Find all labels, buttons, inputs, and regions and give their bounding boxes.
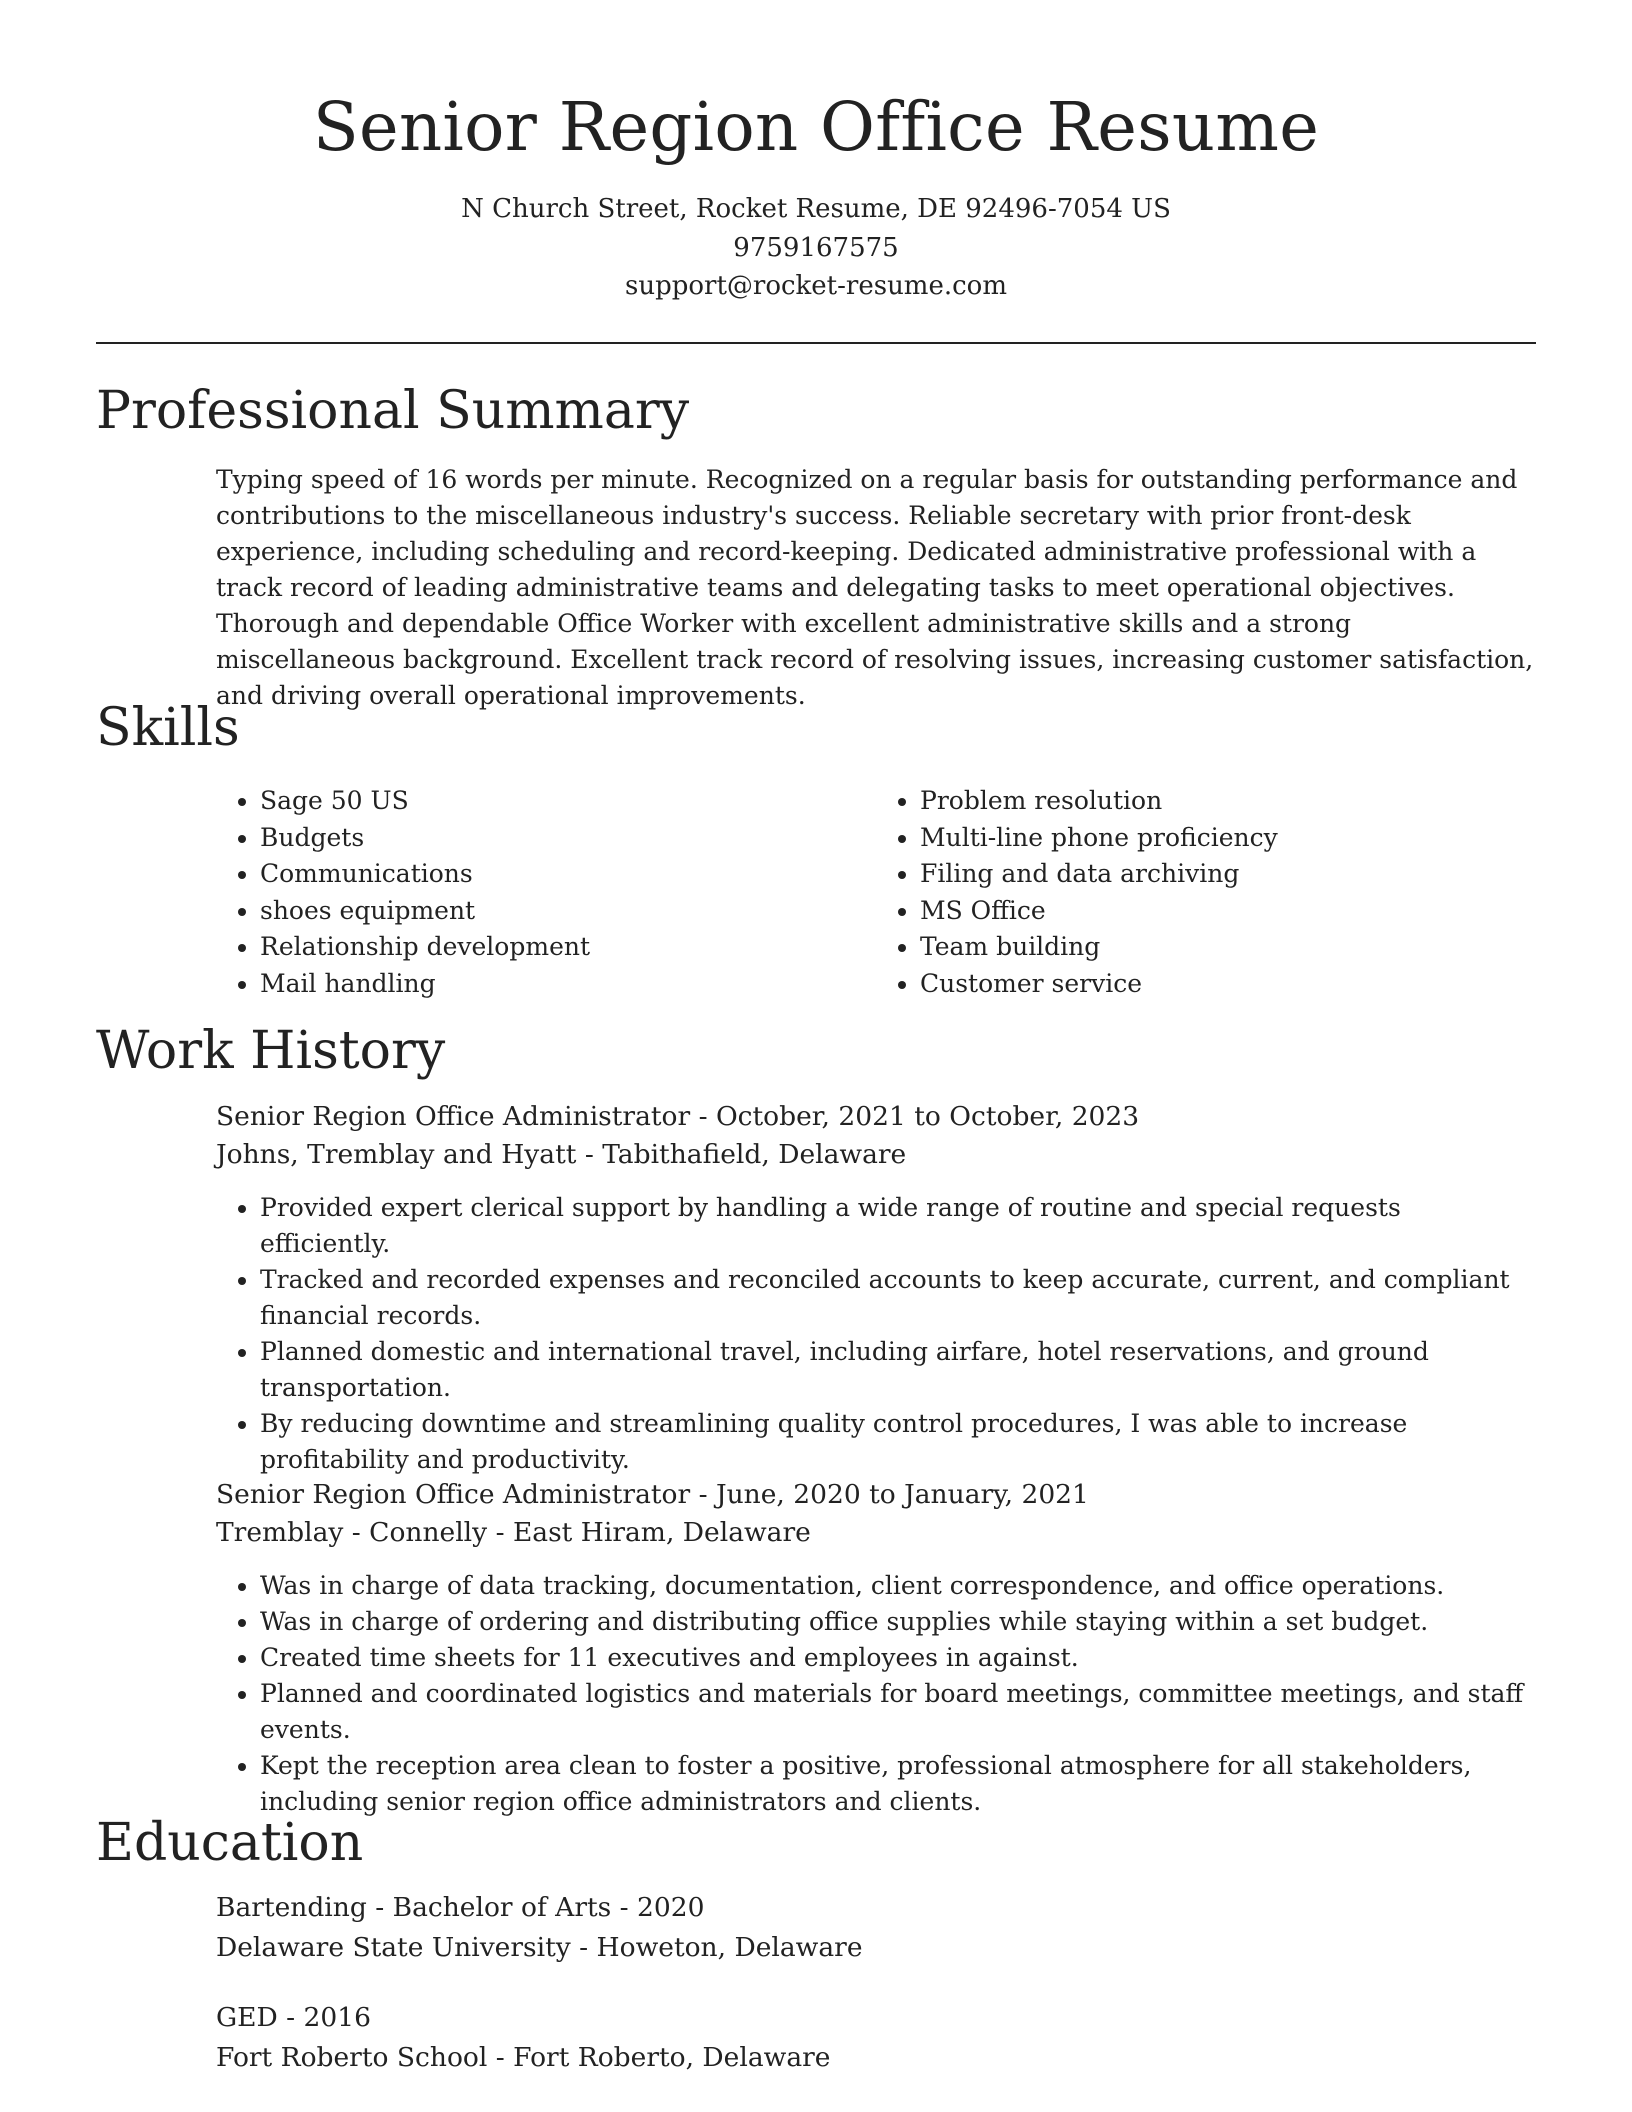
skill-item: • Relationship development [260, 929, 876, 966]
job-title: Senior Region Office Administrator [216, 1479, 691, 1510]
job-company-line [216, 1136, 1538, 1174]
skill-item: • shoes equipment [260, 893, 876, 930]
job-entry [216, 1476, 1538, 1820]
skill-item: • Sage 50 US [260, 783, 876, 820]
duty-item: • By reducing downtime and streamlining quality control procedures, I was able to increase profitability and productivity. [260, 1406, 1538, 1478]
job-title: Senior Region Office Administrator [216, 1101, 691, 1132]
edu-location: - Fort Roberto, Delaware [487, 2042, 831, 2073]
skill-item: • Filing and data archiving [920, 856, 1536, 893]
summary-heading: Professional Summary [96, 381, 690, 441]
header-divider [96, 342, 1536, 344]
job-title-line [216, 1476, 1538, 1514]
duty-item: • Tracked and recorded expenses and reconciled accounts to keep accurate, current, and compliant financial records. [260, 1262, 1538, 1334]
address: N Church Street, Rocket Resume, DE 92496-7054 US [461, 194, 1171, 224]
duty-item: • Planned domestic and international travel, including airfare, hotel reservations, and ground transportation. [260, 1334, 1538, 1406]
skill-item: • Mail handling [260, 966, 876, 1003]
resume-title: Senior Region Office Resume [312, 88, 1320, 166]
skill-item: • Budgets [260, 820, 876, 857]
resume-header [96, 82, 1536, 306]
job-title-line [216, 1098, 1538, 1136]
edu-location: - Howeton, Delaware [570, 1932, 863, 1963]
skill-item: • Multi-line phone proficiency [920, 820, 1536, 857]
edu-degree: GED - 2016 [216, 2002, 372, 2033]
job-company: Johns, Tremblay and Hyatt [216, 1139, 577, 1170]
duty-item: • Planned and coordinated logistics and materials for board meetings, committee meetings, and staff events. [260, 1676, 1538, 1748]
skill-item: • MS Office [920, 893, 1536, 930]
work-history-heading: Work History [96, 1021, 446, 1081]
job-duties [216, 1568, 1538, 1820]
duty-item: • Kept the reception area clean to foster a positive, professional atmosphere for all stakeholders, including senior region office administrators and clients. [260, 1748, 1538, 1820]
education-entry [216, 1998, 1538, 2078]
job-dates: - June, 2020 to January, 2021 [690, 1479, 1089, 1510]
skills-list [216, 783, 1536, 1002]
summary-text: Typing speed of 16 words per minute. Recognized on a regular basis for outstanding performance and contributions to the miscellaneous industry's success. Reliable secretary with prior front-desk experience, including scheduling and record-keeping. Dedicated administrative professional with a track record of leading administrative teams and delegating tasks to meet operational objectives. Thorough and dependable Office Worker with excellent administrative skills and a strong miscellaneous background. Excellent track record of resolving issues, increasing customer satisfaction, and driving overall operational improvements. [216, 465, 1534, 710]
duty-item: • Was in charge of data tracking, documentation, client correspondence, and office operations. [260, 1568, 1538, 1604]
edu-school-line [216, 1928, 1538, 1968]
duty-item: • Created time sheets for 11 executives and employees in against. [260, 1640, 1538, 1676]
skills-heading: Skills [96, 698, 240, 758]
skills-column-right [876, 783, 1536, 1002]
job-duties [216, 1190, 1538, 1478]
skill-item: • Communications [260, 856, 876, 893]
job-location: - Tabithafield, Delaware [576, 1139, 907, 1170]
edu-school: Fort Roberto School [216, 2042, 488, 2073]
skill-item: • Problem resolution [920, 783, 1536, 820]
duty-item: • Was in charge of ordering and distributing office supplies while staying within a set budget. [260, 1604, 1538, 1640]
education-heading: Education [96, 1813, 364, 1873]
job-company-line [216, 1514, 1538, 1552]
job-dates: - October, 2021 to October, 2023 [690, 1101, 1140, 1132]
education-entry [216, 1888, 1538, 1968]
skill-item: • Team building [920, 929, 1536, 966]
job-company: Tremblay - Connelly [216, 1517, 488, 1548]
contact-info [96, 190, 1536, 306]
edu-degree: Bartending - Bachelor of Arts - 2020 [216, 1892, 705, 1923]
job-entry [216, 1098, 1538, 1478]
skills-column-left [216, 783, 876, 1002]
phone: 9759167575 [733, 232, 899, 263]
edu-school: Delaware State University [216, 1932, 571, 1963]
duty-item: • Provided expert clerical support by handling a wide range of routine and special requests efficiently. [260, 1190, 1538, 1262]
job-location: - East Hiram, Delaware [487, 1517, 811, 1548]
skill-item: • Customer service [920, 966, 1536, 1003]
edu-school-line [216, 2038, 1538, 2078]
email: support@rocket-resume.com [624, 271, 1007, 301]
